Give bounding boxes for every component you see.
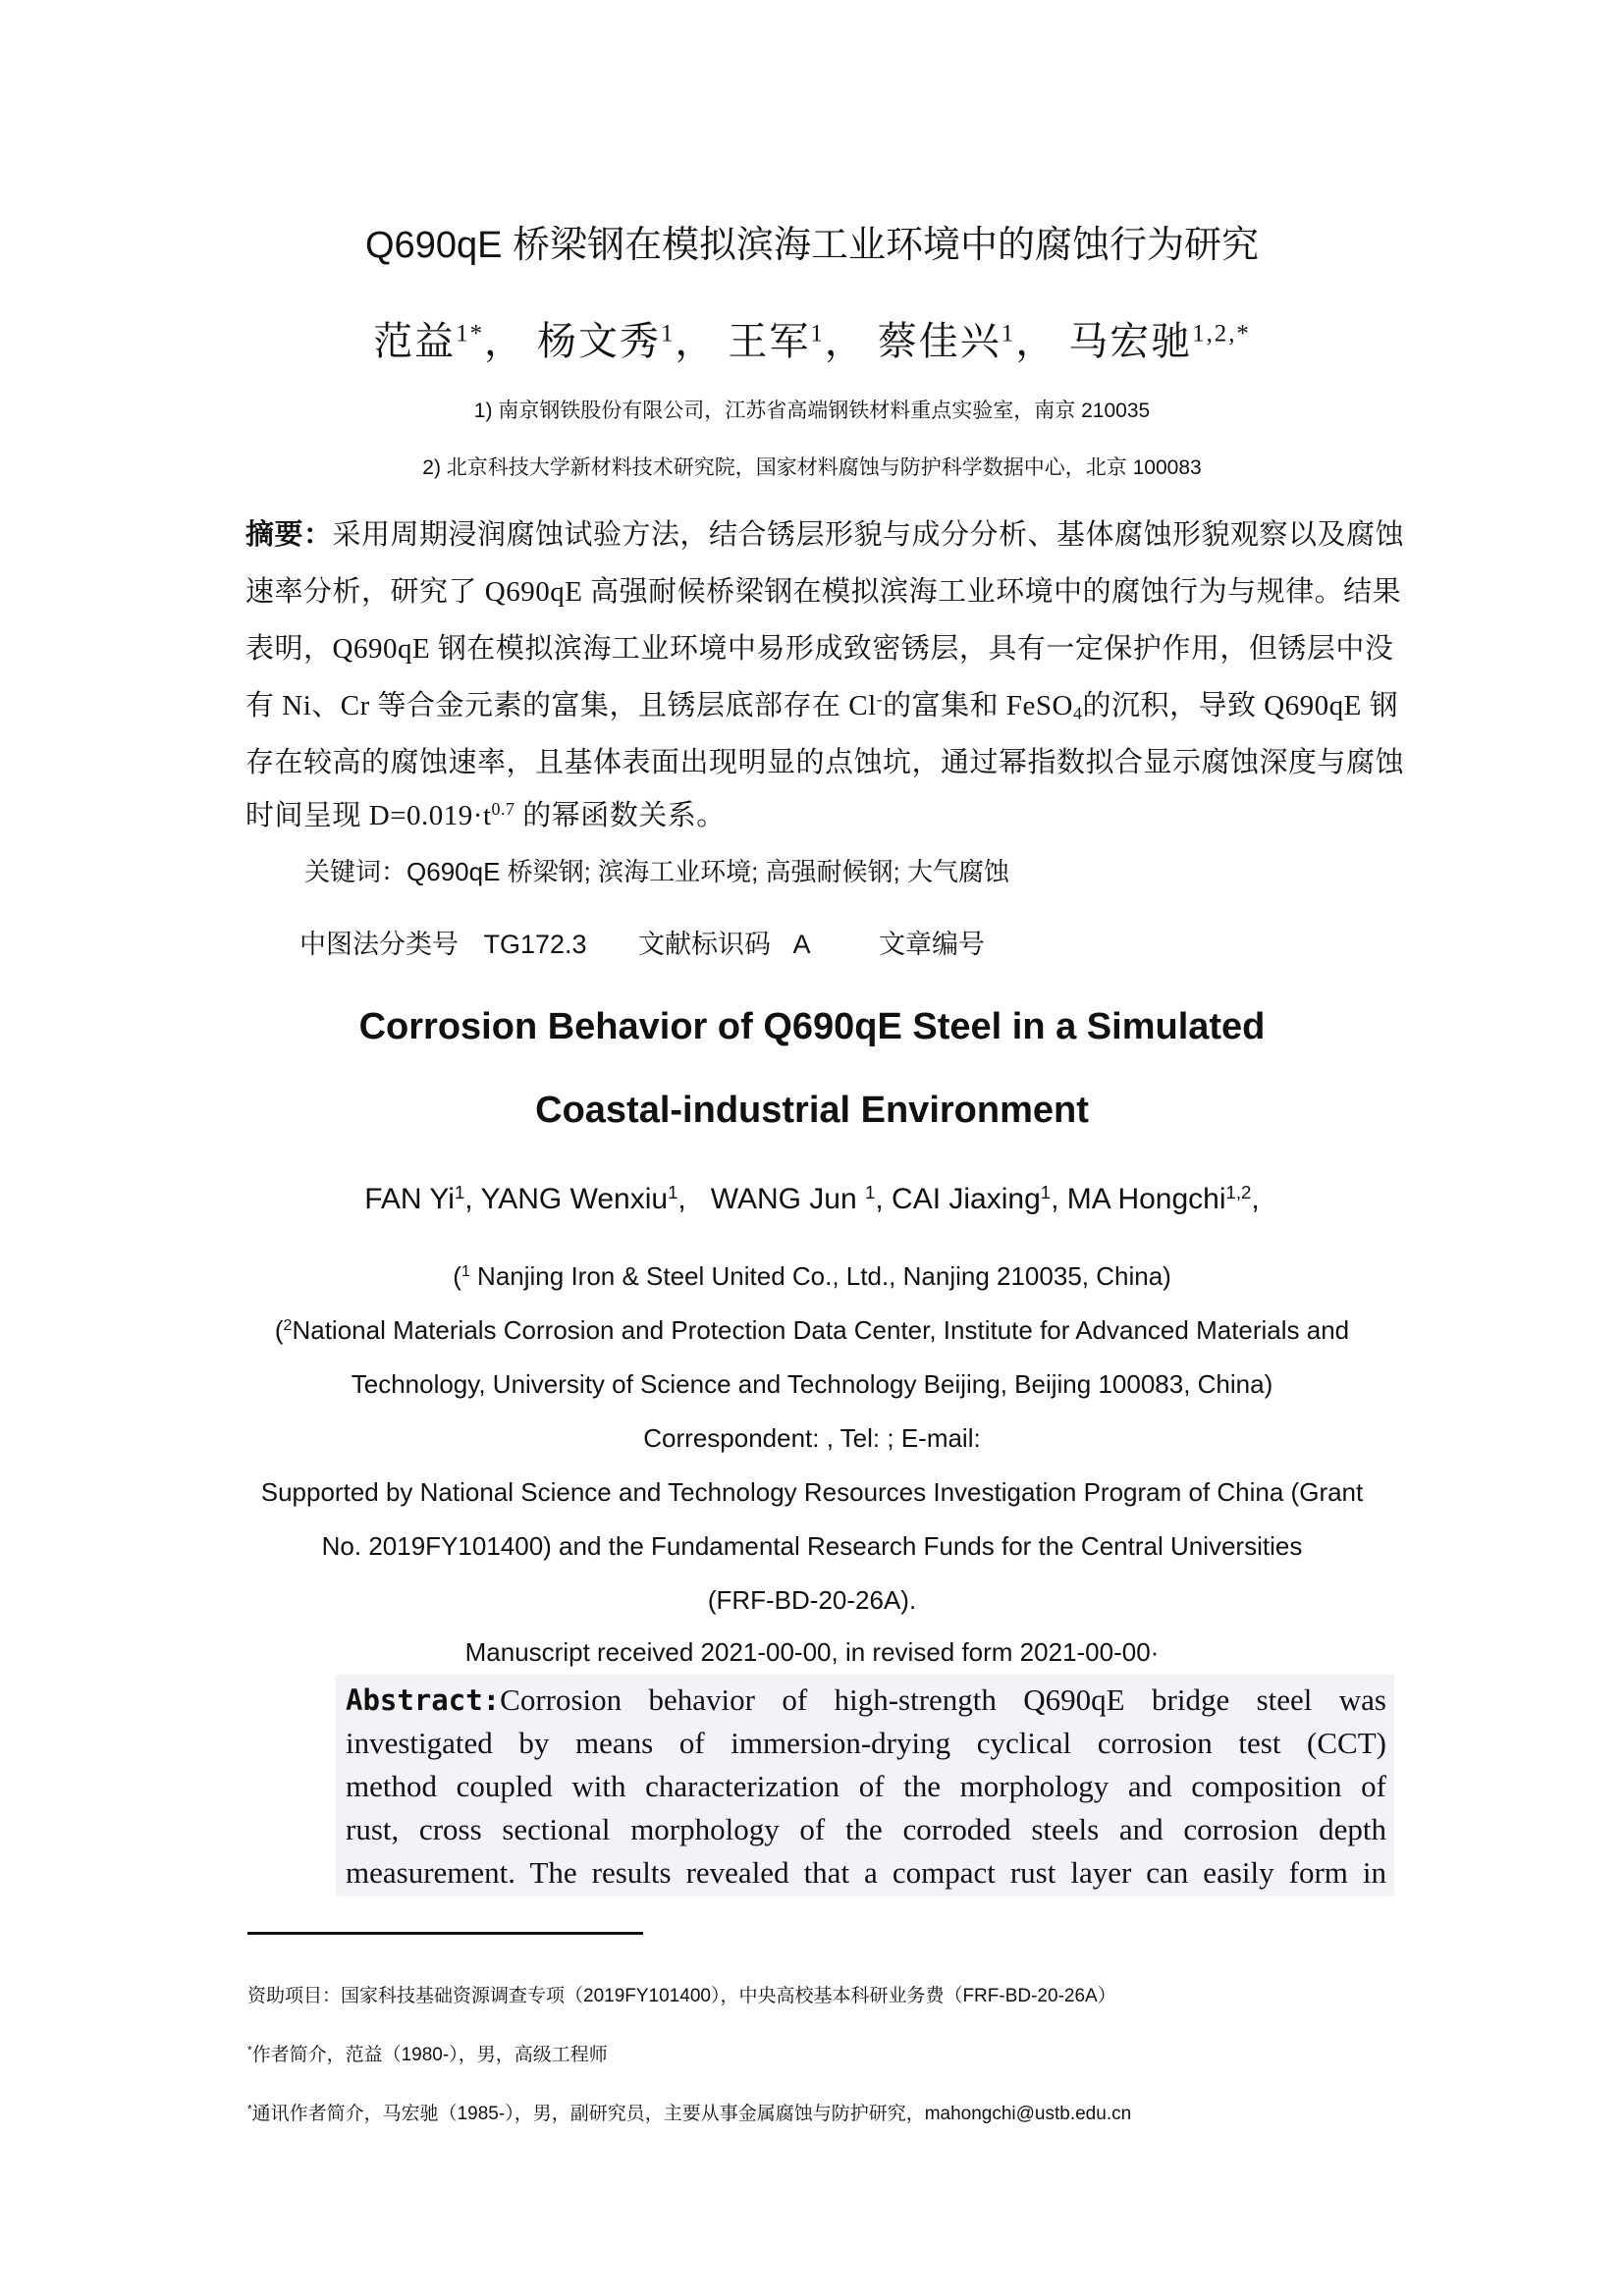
cn-keywords (304, 852, 1009, 888)
footnote-text: 通讯作者简介，马宏驰（1985-），男，副研究员，主要从事金属腐蚀与防护研究，mahongchi@ustb.edu.cn (251, 2104, 1132, 2124)
cn-author-sep: ， (824, 319, 866, 363)
en-author-sup: 1 (454, 1181, 465, 1202)
en-abstract-text: Corrosion behavior of high-strength Q690qE bridge steel was (500, 1682, 1386, 1717)
cn-author-sup: 1 (660, 320, 676, 347)
cn-author-sup: 1* (456, 320, 484, 347)
en-author-sep: , (875, 1183, 893, 1215)
cn-abstract-line (245, 793, 1389, 833)
cn-author-sep: ， (1015, 319, 1057, 363)
support-line-1: Supported by National Science and Technology Resources Investigation Program of China (Grant (260, 1477, 1364, 1507)
chloride-sup: - (876, 689, 884, 710)
doc-code-label: 文献标识码 (638, 930, 772, 959)
footnote-rule (247, 1932, 643, 1935)
aff-sup: 1 (460, 1262, 470, 1281)
cn-author-name: 马宏驰 (1068, 319, 1193, 363)
keywords-text: Q690qE 桥梁钢; 滨海工业环境; 高强耐候钢; 大气腐蚀 (406, 857, 1009, 886)
clc-label: 中图法分类号 (299, 930, 459, 959)
clc-value: TG172.3 (483, 930, 587, 959)
aff-sup: 2 (283, 1316, 293, 1335)
footnote-author (247, 2040, 608, 2066)
support-line-2: No. 2019FY101400) and the Fundamental Research Funds for the Central Universities (321, 1531, 1303, 1561)
en-abstract-line (346, 1682, 1386, 1718)
en-author-sup: 1,2 (1225, 1181, 1252, 1202)
cn-abstract-line: 表明，Q690qE 钢在模拟滨海工业环境中易形成致密锈层，具有一定保护作用，但锈层中没 (245, 633, 1394, 665)
en-author-name: CAI Jiaxing (892, 1183, 1041, 1215)
cn-affiliation-1: 1) 南京钢铁股份有限公司，江苏省高端钢铁材料重点实验室，南京 210035 (473, 400, 1151, 422)
cn-author-sup: 1 (1001, 320, 1016, 347)
classification-row (299, 923, 985, 961)
manuscript-dates: Manuscript received 2021-00-00, in revised form 2021-00-00· (464, 1637, 1160, 1667)
en-abstract-line: investigated by means of immersion-drying cyclical corrosion test (CCT) (346, 1726, 1386, 1760)
doc-code-value: A (792, 930, 811, 959)
cn-author-name: 杨文秀 (536, 319, 661, 363)
en-author-name: FAN Yi (364, 1183, 455, 1215)
en-author-sup: 1 (1040, 1181, 1052, 1202)
footnote-text: 作者简介，范益（1980-），男，高级工程师 (251, 2045, 608, 2065)
article-no-label: 文章编号 (879, 930, 986, 959)
en-author-sep: , (1251, 1183, 1260, 1215)
en-author-sup: 1 (865, 1181, 876, 1202)
aff-text: National Materials Corrosion and Protection Data Center, Institute for Advanced Materials and (292, 1315, 1350, 1345)
en-abstract-line: method coupled with characterization of the morphology and composition of (346, 1769, 1386, 1803)
cn-affiliation-2: 2) 北京科技大学新材料技术研究院，国家材料腐蚀与防护科学数据中心，北京 100083 (422, 456, 1202, 479)
en-author-sep: , (464, 1183, 481, 1215)
en-title-line-1: Corrosion Behavior of Q690qE Steel in a Simulated (358, 1006, 1266, 1047)
paren: ( (453, 1261, 461, 1291)
en-abstract-line: measurement. The results revealed that a compact rust layer can easily form in (346, 1855, 1386, 1890)
cn-author-list (0, 310, 1624, 366)
cn-abstract-text: 的沉积，导致 Q690qE 钢 (1082, 690, 1399, 721)
aff-text: Nanjing Iron & Steel United Co., Ltd., Nanjing 210035, China) (469, 1261, 1171, 1291)
cn-title: Q690qE 桥梁钢在模拟滨海工业环境中的腐蚀行为研究 (365, 225, 1259, 266)
cn-abstract-text: 时间呈现 D=0.019·t (245, 800, 492, 831)
en-author-name: MA Hongchi (1066, 1183, 1226, 1215)
cn-abstract-line (245, 512, 1405, 553)
en-abstract-line: rust, cross sectional morphology of the corroded steels and corrosion depth (346, 1812, 1386, 1846)
cn-abstract-text: 有 Ni、Cr 等合金元素的富集，且锈层底部存在 Cl (245, 690, 877, 721)
en-author-list (0, 1183, 1624, 1216)
cn-author-sup: 1 (810, 320, 825, 347)
footnote-mark: * (247, 2103, 252, 2116)
cn-abstract-line (245, 683, 1399, 723)
cn-author-sup: 1,2,* (1192, 320, 1251, 347)
cn-author-sep: ， (675, 319, 717, 363)
cn-author-name: 范益 (373, 319, 457, 363)
footnote-corresponding (247, 2099, 1131, 2125)
en-author-sup: 1 (668, 1181, 678, 1202)
footnote-funding: 资助项目：国家科技基础资源调查专项（2019FY101400），中央高校基本科研业务费（FRF-BD-20-26A） (247, 1986, 1116, 2006)
en-affiliation-2-cont: Technology, University of Science and Technology Beijing, Beijing 100083, China) (351, 1369, 1273, 1399)
cn-abstract-text: 采用周期浸润腐蚀试验方法，结合锈层形貌与成分分析、基体腐蚀形貌观察以及腐蚀 (332, 519, 1405, 551)
correspondent: Correspondent: , Tel: ; E-mail: (643, 1423, 981, 1453)
cn-abstract-line: 速率分析，研究了 Q690qE 高强耐候桥梁钢在模拟滨海工业环境中的腐蚀行为与规律。结果 (245, 576, 1402, 608)
footnote-mark: * (247, 2044, 252, 2057)
cn-abstract-text: 的富集和 FeSO (883, 690, 1073, 721)
cn-author-name: 王军 (728, 319, 811, 363)
cn-abstract-text: 的幂函数关系。 (514, 800, 726, 831)
cn-abstract-label: 摘要： (245, 519, 333, 551)
cn-author-sep: ， (483, 319, 525, 363)
en-title-line-2: Coastal-industrial Environment (535, 1090, 1089, 1131)
support-line-3: (FRF-BD-20-26A). (707, 1585, 917, 1615)
exponent-sup: 0.7 (491, 799, 515, 820)
cn-abstract-line: 存在较高的腐蚀速率，且基体表面出现明显的点蚀坑，通过幂指数拟合显示腐蚀深度与腐蚀 (245, 747, 1405, 778)
en-author-name: YANG Wenxiu (480, 1183, 669, 1215)
cn-author-name: 蔡佳兴 (877, 319, 1001, 363)
keywords-label: 关键词： (304, 857, 407, 886)
paren: ( (274, 1315, 284, 1345)
en-author-sep: , (677, 1183, 711, 1215)
en-affiliation-1 (0, 1261, 1624, 1292)
sulfate-sub: 4 (1072, 703, 1083, 723)
en-author-sep: , (1051, 1183, 1067, 1215)
en-author-name: WANG Jun (710, 1183, 866, 1215)
en-abstract-label: Abstract: (346, 1683, 501, 1717)
en-affiliation-2 (0, 1315, 1624, 1346)
